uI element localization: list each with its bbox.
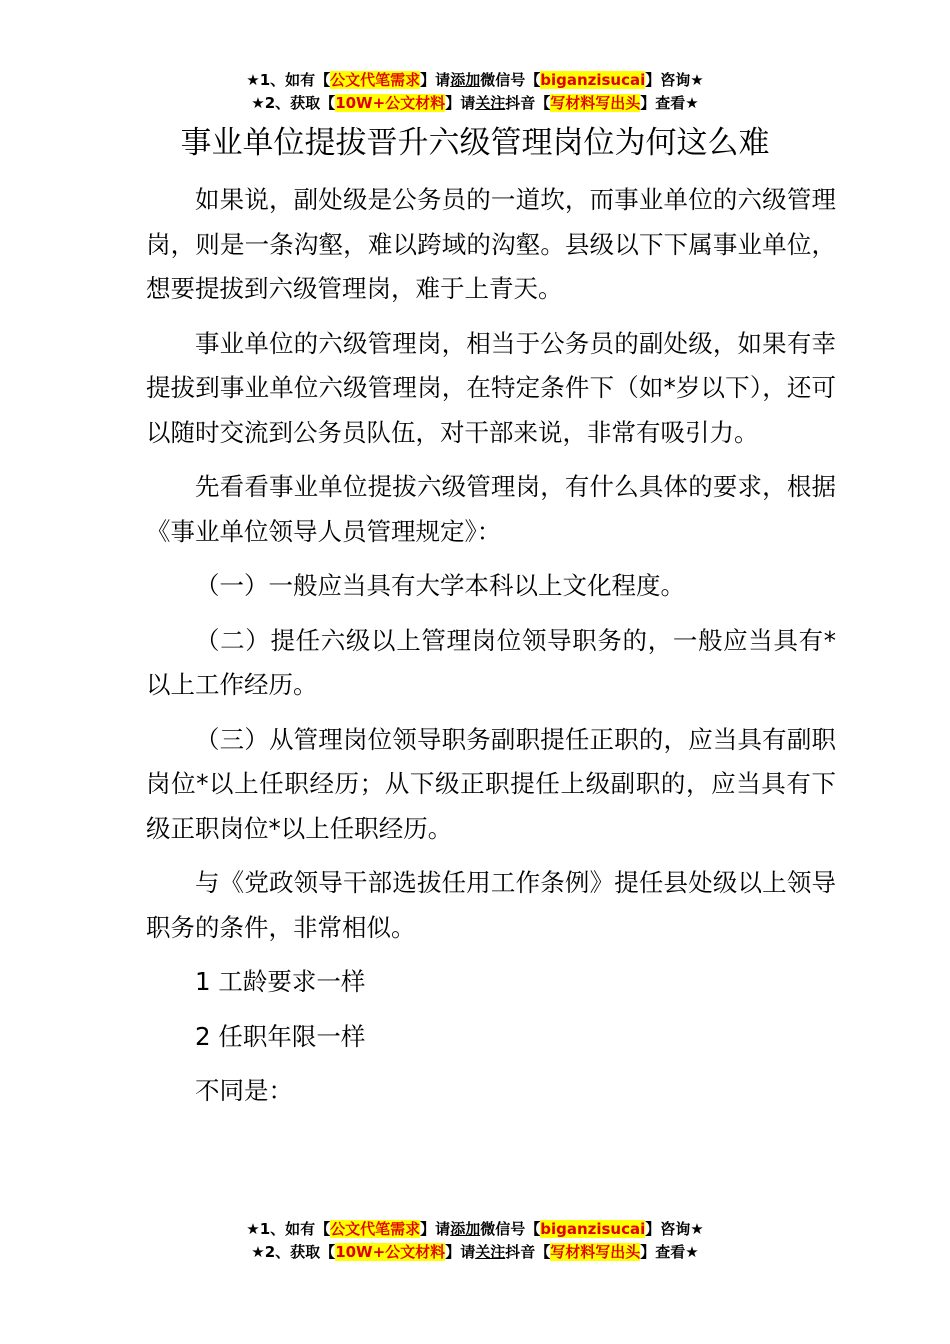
banner-text: 】请 [445,94,476,112]
banner-text: 】请 [445,1243,476,1261]
banner-underline-text: 关注 [475,94,506,112]
banner-underline-text: 关注 [475,1243,506,1261]
banner-highlight-materials: 10W+公文材料 [335,1243,446,1261]
banner-text: ★2、获取【 [251,94,336,112]
banner-text: ★2、获取【 [251,1243,336,1261]
banner-line-2 [0,92,950,115]
banner-text: 】查看★ [640,1243,699,1261]
footer-banner [0,1218,950,1264]
banner-text: 】咨询★ [645,1220,704,1238]
banner-highlight-materials: 10W+公文材料 [335,94,446,112]
paragraph: 不同是： [195,1076,293,1105]
banner-text: ★1、如有【 [246,1220,331,1238]
banner-highlight-wechat-id: biganzisucai [540,1220,646,1238]
banner-line-2 [0,1241,950,1264]
document-body [146,178,836,1124]
banner-underline-text: 添加 [450,71,481,89]
banner-text: 抖音【 [505,1243,551,1261]
banner-text: 微信号【 [480,71,541,89]
banner-highlight-service: 公文代笔需求 [330,1220,421,1238]
banner-highlight-service: 公文代笔需求 [330,71,421,89]
paragraph: 先看看事业单位提拔六级管理岗，有什么具体的要求，根据《事业单位领导人员管理规定》： [146,472,836,546]
banner-line-1 [0,69,950,92]
banner-text: ★1、如有【 [246,71,331,89]
banner-highlight-douyin: 写材料写出头 [550,1243,641,1261]
banner-text: 】查看★ [640,94,699,112]
header-banner [0,69,950,115]
banner-underline-text: 添加 [450,1220,481,1238]
banner-text: 】咨询★ [645,71,704,89]
paragraph: 如果说，副处级是公务员的一道坎，而事业单位的六级管理岗，则是一条沟壑，难以跨域的沟壑。县级以下下属事业单位，想要提拔到六级管理岗，难于上青天。 [146,185,836,303]
list-item: （二）提任六级以上管理岗位领导职务的，一般应当具有*以上工作经历。 [146,625,836,699]
banner-line-1 [0,1218,950,1241]
banner-highlight-wechat-id: biganzisucai [540,71,646,89]
list-item: （三）从管理岗位领导职务副职提任正职的，应当具有副职岗位*以上任职经历；从下级正职提任上级副职的，应当具有下级正职岗位*以上任职经历。 [146,724,836,843]
banner-text: 】请 [420,1220,451,1238]
banner-highlight-douyin: 写材料写出头 [550,94,641,112]
document-title: 事业单位提拔晋升六级管理岗位为何这么难 [180,125,770,161]
paragraph: 与《党政领导干部选拔任用工作条例》提任县处级以上领导职务的条件，非常相似。 [146,868,836,942]
list-item: （一）一般应当具有大学本科以上文化程度。 [195,571,685,600]
banner-text: 微信号【 [480,1220,541,1238]
paragraph: 事业单位的六级管理岗，相当于公务员的副处级，如果有幸提拔到事业单位六级管理岗，在特定条件下（如*岁以下），还可以随时交流到公务员队伍，对干部来说，非常有吸引力。 [146,328,836,447]
banner-text: 】请 [420,71,451,89]
list-item: 1 工龄要求一样 [195,967,366,996]
list-item: 2 任职年限一样 [195,1021,366,1051]
banner-text: 抖音【 [505,94,551,112]
